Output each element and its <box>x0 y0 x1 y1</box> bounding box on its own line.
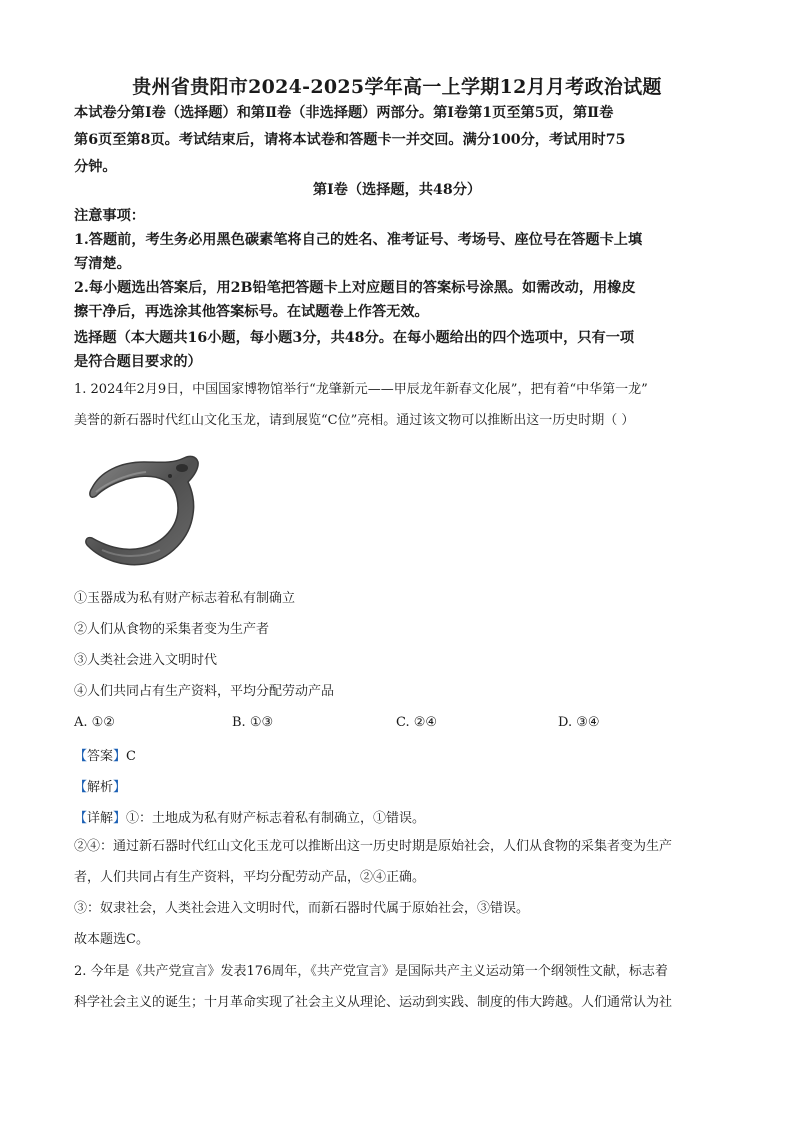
q1-detail-line-1 <box>74 807 425 826</box>
bracket-right: 】 <box>113 749 127 764</box>
q2-stem-line-2: 科学社会主义的诞生；十月革命实现了社会主义从理论、运动到实践、制度的伟大跨越。人们通常认为社 <box>74 995 673 1010</box>
choice-intro-line-2: 是符合题目要求的） <box>74 354 202 370</box>
notice-item-2-line-1: 2.每小题选出答案后，用2B铅笔把答题卡上对应题目的答案标号涂黑。如需改动，用橡皮 <box>74 280 636 296</box>
q2-stem-line-1: 2. 今年是《共产党宣言》发表176周年，《共产党宣言》是国际共产主义运动第一个纲领性文献，标志着 <box>74 964 668 979</box>
q1-analysis <box>74 776 126 795</box>
bracket-right: 】 <box>113 780 127 795</box>
answer-label: 答案 <box>87 749 114 764</box>
q1-option-a[interactable]: A. ①② <box>74 715 115 730</box>
q1-options <box>74 714 734 732</box>
q1-statement-3: ③人类社会进入文明时代 <box>74 653 218 668</box>
section-title: 第Ⅰ卷（选择题，共48分） <box>312 182 482 198</box>
jade-dragon-image <box>72 448 207 573</box>
q1-answer <box>74 745 136 764</box>
analysis-label: 解析 <box>87 780 114 795</box>
q1-option-d[interactable]: D. ③④ <box>558 715 600 730</box>
answer-value: C <box>126 749 136 764</box>
q1-detail-line-2: ②④：通过新石器时代红山文化玉龙可以推断出这一历史时期是原始社会，人们从食物的采集者变为生产 <box>74 839 673 854</box>
notice-item-1-line-2: 写清楚。 <box>74 256 131 272</box>
intro-line-1: 本试卷分第Ⅰ卷（选择题）和第Ⅱ卷（非选择题）两部分。第Ⅰ卷第1页至第5页，第Ⅱ卷 <box>74 105 614 121</box>
choice-intro-line-1: 选择题（本大题共16小题，每小题3分，共48分。在每小题给出的四个选项中，只有一项 <box>74 330 635 346</box>
q1-stem-line-1: 1. 2024年2月9日，中国国家博物馆举行“龙肇新元——甲辰龙年新春文化展”，把有着“中华第一龙” <box>74 382 648 397</box>
bracket-left: 【 <box>74 749 88 764</box>
exam-title: 贵州省贵阳市2024-2025学年高一上学期12月月考政治试题 <box>132 76 662 98</box>
q1-option-c[interactable]: C. ②④ <box>396 715 438 730</box>
detail-label: 详解 <box>87 811 114 826</box>
notice-heading: 注意事项： <box>74 208 145 224</box>
bracket-left: 【 <box>74 811 88 826</box>
q1-conclusion: 故本题选C。 <box>74 932 149 947</box>
q1-detail-line-3: 者，人们共同占有生产资料，平均分配劳动产品，②④正确。 <box>74 870 426 885</box>
q1-detail-line-4: ③：奴隶社会，人类社会进入文明时代，而新石器时代属于原始社会，③错误。 <box>74 901 530 916</box>
q1-statement-4: ④人们共同占有生产资料，平均分配劳动产品 <box>74 684 335 699</box>
q1-statement-1: ①玉器成为私有财产标志着私有制确立 <box>74 591 296 606</box>
notice-item-2-line-2: 擦干净后，再选涂其他答案标号。在试题卷上作答无效。 <box>74 304 429 320</box>
bracket-right: 】 <box>113 811 127 826</box>
bracket-left: 【 <box>74 780 88 795</box>
q1-option-b[interactable]: B. ①③ <box>232 715 274 730</box>
detail-text-1: ①：土地成为私有财产标志着私有制确立，①错误。 <box>126 811 426 826</box>
q1-statement-2: ②人们从食物的采集者变为生产者 <box>74 622 270 637</box>
notice-item-1-line-1: 1.答题前，考生务必用黑色碳素笔将自己的姓名、准考证号、考场号、座位号在答题卡上填 <box>74 232 643 248</box>
intro-line-2: 第6页至第8页。考试结束后，请将本试卷和答题卡一并交回。满分100分，考试用时75 <box>74 132 626 148</box>
intro-line-3: 分钟。 <box>74 159 117 175</box>
q1-stem-line-2: 美誉的新石器时代红山文化玉龙，请到展览“C位”亮相。通过该文物可以推断出这一历史时期（ ） <box>74 413 635 428</box>
